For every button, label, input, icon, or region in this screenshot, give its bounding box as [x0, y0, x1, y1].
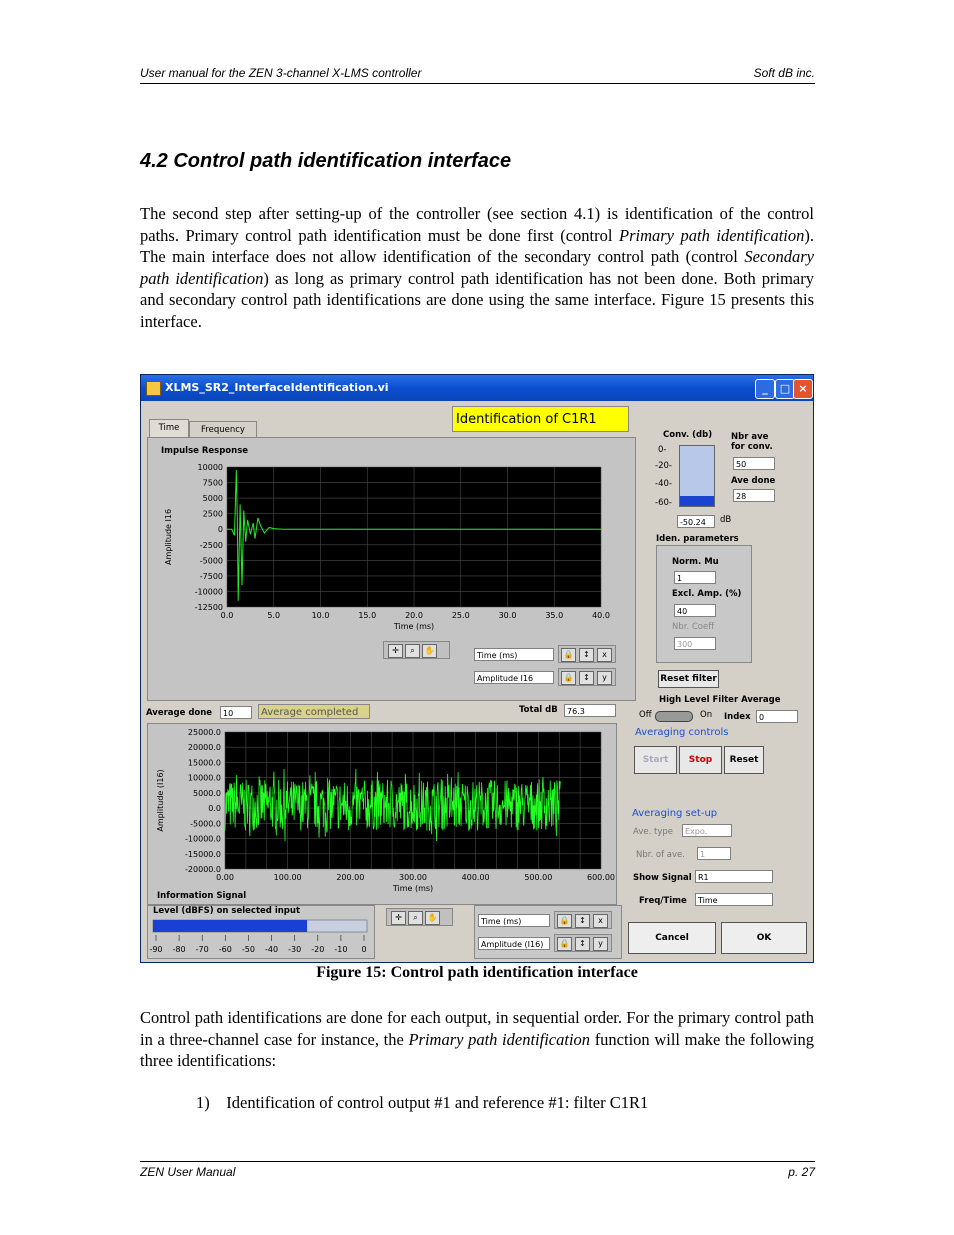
y-tick-label: -10000 — [194, 587, 223, 597]
x-tick-label: 300.00 — [399, 873, 427, 882]
y-tick-label: 5000 — [202, 494, 223, 504]
level-tick-label: -30 — [288, 945, 302, 954]
zoom-icon[interactable]: ⌕ — [408, 911, 423, 925]
page-footer — [140, 1161, 815, 1182]
close-icon[interactable]: × — [793, 379, 813, 399]
level-label: Level (dBFS) on selected input — [153, 906, 301, 916]
total-db-value: 76.3 — [564, 704, 616, 717]
text-italic: Primary path identification — [408, 1029, 591, 1049]
x-scale-tools — [558, 645, 616, 663]
x-axis-label: Time (ms) — [392, 884, 434, 893]
impulse-response-chart — [155, 457, 631, 637]
graph-palette — [386, 908, 453, 926]
ave-type-label: Ave. type — [633, 827, 673, 837]
maximize-icon[interactable]: □ — [775, 379, 795, 399]
y-tick-label: -12500 — [194, 603, 223, 612]
y-tick-label: -5000 — [199, 556, 223, 566]
x-tick-label: 20.0 — [405, 611, 423, 620]
x-axis-label: Time (ms) — [393, 622, 435, 631]
ok-button[interactable]: OK — [721, 922, 807, 954]
average-done-label: Average done — [146, 708, 213, 718]
y-tick-label: -5000.0 — [190, 819, 221, 829]
section-title: 4.2 Control path identification interface — [140, 150, 512, 172]
cancel-button[interactable]: Cancel — [628, 922, 716, 954]
conv-tick: -60- — [655, 498, 672, 508]
ave-done-value: 28 — [733, 489, 775, 502]
y-tick-label: 15000.0 — [187, 758, 221, 768]
y-tick-label: 7500 — [202, 478, 223, 488]
nbr-ave-label: Nbr ave for conv. — [731, 432, 773, 452]
conv-label: Conv. (db) — [663, 430, 713, 440]
y-scale-tools — [554, 934, 612, 952]
text-italic: Primary path identification — [619, 225, 805, 245]
y-tick-label: 20000.0 — [187, 743, 221, 753]
level-tick-label: -70 — [195, 945, 209, 954]
x-tick-label: 5.0 — [267, 611, 281, 620]
y-tick-label: -20000.0 — [185, 865, 221, 874]
iden-params-label: Iden. parameters — [656, 534, 739, 544]
text: function will make the following three identifications: — [140, 1029, 814, 1071]
x-scale-name[interactable]: Time (ms) — [474, 648, 554, 661]
x-tick-label: 10.0 — [311, 611, 330, 620]
autoscale-icon[interactable]: ↕ — [575, 937, 590, 951]
page-header — [140, 65, 815, 84]
paragraph-sequence — [140, 1007, 814, 1072]
averaging-controls-label: Averaging controls — [635, 727, 729, 738]
y-tick-label: -2500 — [199, 540, 223, 550]
freq-time-select[interactable]: Time — [695, 893, 773, 906]
autoscale-icon[interactable]: ↕ — [579, 648, 594, 662]
average-done-value: 10 — [220, 706, 252, 719]
stop-button[interactable]: Stop — [679, 746, 722, 774]
y-tick-label: -10000.0 — [185, 834, 221, 844]
y-tick-label: 10000 — [197, 463, 223, 472]
x-tick-label: 0.00 — [216, 873, 234, 882]
reset-filter-button[interactable]: Reset filter — [658, 670, 719, 688]
level-tick-label: -90 — [149, 945, 163, 954]
on-label: On — [700, 710, 713, 720]
format-icon[interactable]: x — [597, 648, 612, 662]
text-italic: Secondary path identification — [140, 247, 814, 288]
zoom-icon[interactable]: ⌕ — [405, 644, 420, 658]
autoscale-icon[interactable]: ↕ — [575, 914, 590, 928]
information-signal-chart — [151, 727, 615, 897]
cursor-icon[interactable]: ✛ — [388, 644, 403, 658]
x-tick-label: 40.0 — [592, 611, 610, 620]
show-signal-select[interactable]: R1 — [695, 870, 773, 883]
cursor-icon[interactable]: ✛ — [391, 911, 406, 925]
y-tick-label: 0.0 — [208, 804, 221, 814]
hlfa-label: High Level Filter Average — [659, 695, 781, 705]
autoscale-icon[interactable]: ↕ — [579, 671, 594, 685]
identification-banner: Identification of C1R1 — [452, 406, 629, 432]
norm-mu-input[interactable]: 1 — [674, 571, 716, 584]
y-tick-label: 2500 — [202, 509, 223, 519]
tab-time[interactable]: Time — [149, 419, 189, 437]
level-meter — [149, 918, 373, 956]
x-tick-label: 15.0 — [358, 611, 377, 620]
x-tick-label: 600.00 — [587, 873, 615, 882]
x-tick-label: 100.00 — [273, 873, 302, 882]
y-scale-tools — [558, 668, 616, 686]
pan-icon[interactable]: ✋ — [425, 911, 440, 925]
app-icon — [146, 381, 161, 396]
average-completed-indicator: Average completed — [258, 704, 370, 719]
footer-right: p. 27 — [788, 1165, 815, 1179]
paragraph-intro — [140, 203, 814, 333]
y-tick-label: 10000.0 — [187, 773, 221, 783]
y-tick-label: 25000.0 — [187, 728, 221, 737]
level-tick-label: -60 — [218, 945, 232, 954]
x-tick-label: 25.0 — [451, 611, 470, 620]
window-title: XLMS_SR2_InterfaceIdentification.vi — [165, 381, 389, 394]
conv-value: -50.24 — [677, 515, 715, 528]
level-fill — [153, 920, 307, 932]
info-title: Information Signal — [157, 891, 247, 901]
total-db-label: Total dB — [519, 705, 558, 715]
lock-icon[interactable]: 🔒 — [561, 648, 576, 662]
y-tick-label: -7500 — [199, 571, 223, 581]
show-signal-label: Show Signal — [633, 873, 692, 883]
ave-done-label: Ave done — [731, 476, 776, 486]
off-label: Off — [639, 710, 652, 720]
format-icon[interactable]: x — [593, 914, 608, 928]
lock-icon[interactable]: 🔒 — [561, 671, 576, 685]
conv-meter — [679, 445, 715, 507]
conv-tick: -20- — [655, 461, 672, 471]
ave-type-select[interactable]: Expo. — [682, 824, 732, 837]
nbr-ave2-label: Nbr. of ave. — [636, 850, 685, 860]
hlfa-toggle[interactable] — [655, 711, 693, 722]
x-scale-tools — [554, 911, 612, 929]
title-bar — [141, 375, 813, 401]
averaging-setup-label: Averaging set-up — [632, 808, 718, 819]
y-scale-name[interactable]: Amplitude (I16) — [478, 937, 550, 950]
header-right: Soft dB inc. — [753, 66, 815, 80]
level-tick-label: 0 — [361, 945, 367, 954]
y-tick-label: -15000.0 — [185, 849, 221, 859]
x-tick-label: 0.0 — [220, 611, 234, 620]
text: ). The main interface does not allow identification of the secondary control path (control — [140, 225, 814, 267]
level-tick-label: -50 — [241, 945, 255, 954]
x-tick-label: 30.0 — [498, 611, 517, 620]
conv-tick: 0- — [658, 445, 667, 455]
y-scale-name[interactable]: Amplitude I16 — [474, 671, 554, 684]
conv-unit: dB — [720, 515, 732, 525]
minimize-icon[interactable]: _ — [755, 379, 775, 399]
level-tick-label: -20 — [311, 945, 325, 954]
impulse-title: Impulse Response — [161, 446, 249, 456]
pan-icon[interactable]: ✋ — [422, 644, 437, 658]
header-left: User manual for the ZEN 3-channel X-LMS controller — [140, 66, 422, 80]
text: Control path identifications are done for each output, in sequential order. For the primary control path in a three-channel case for instance, the — [140, 1008, 814, 1049]
figure-caption: Figure 15: Control path identification interface — [316, 964, 638, 981]
tab-frequency[interactable]: Frequency — [189, 421, 257, 439]
level-tick-label: -40 — [265, 945, 279, 954]
x-tick-label: 500.00 — [524, 873, 553, 882]
index-label: Index — [724, 712, 751, 722]
y-tick-label: 5000.0 — [193, 788, 221, 798]
list-item: 1) Identification of control output #1 and reference #1: filter C1R1 — [196, 1093, 649, 1112]
lock-icon[interactable]: 🔒 — [557, 937, 572, 951]
start-button[interactable]: Start — [634, 746, 677, 774]
x-scale-name[interactable]: Time (ms) — [478, 914, 550, 927]
x-tick-label: 400.00 — [461, 873, 490, 882]
freq-time-label: Freq/Time — [639, 896, 687, 906]
y-axis-label: Amplitude I16 — [164, 508, 173, 566]
graph-palette — [383, 641, 450, 659]
norm-mu-label: Norm. Mu — [672, 557, 719, 567]
nbr-ave2-input[interactable]: 1 — [697, 847, 731, 860]
nbr-ave-input[interactable]: 50 — [733, 457, 775, 470]
labview-window — [140, 374, 814, 963]
x-tick-label: 200.00 — [336, 873, 365, 882]
footer-left: ZEN User Manual — [140, 1165, 236, 1179]
excl-amp-label: Excl. Amp. (%) — [672, 589, 742, 599]
nbr-coeff-label: Nbr. Coeff — [672, 622, 715, 632]
format-icon[interactable]: y — [597, 671, 612, 685]
y-axis-label: Amplitude (I16) — [156, 769, 165, 832]
level-tick-label: -10 — [334, 945, 348, 954]
excl-amp-input[interactable]: 40 — [674, 604, 716, 617]
lock-icon[interactable]: 🔒 — [557, 914, 572, 928]
level-tick-label: -80 — [172, 945, 186, 954]
conv-meter-fill — [680, 496, 714, 506]
text: The second step after setting-up of the controller (see section 4.1) is identification of the control paths. Primary control path identification must be done first (control — [140, 204, 814, 245]
reset-button[interactable]: Reset — [724, 746, 764, 774]
x-tick-label: 35.0 — [545, 611, 564, 620]
text: ) as long as primary control path identification has not been done. Both primary and secondary control path identifications are done using the same interface. Figure 15 presents this interface. — [140, 268, 814, 331]
conv-tick: -40- — [655, 479, 672, 489]
nbr-coeff-input[interactable]: 300 — [674, 637, 716, 650]
format-icon[interactable]: y — [593, 937, 608, 951]
y-tick-label: 0 — [217, 525, 223, 535]
index-input[interactable]: 0 — [756, 710, 798, 723]
